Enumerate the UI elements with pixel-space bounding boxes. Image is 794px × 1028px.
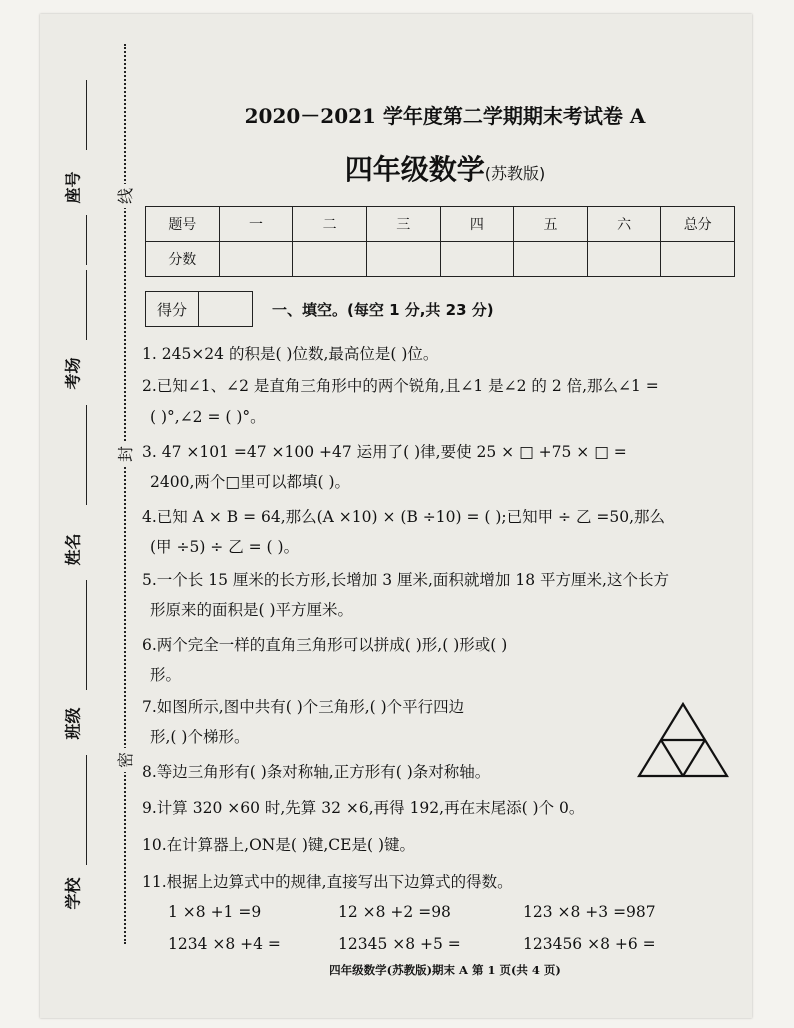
binding-cut-line (124, 44, 126, 944)
binding-label-name: 姓名 (63, 533, 83, 566)
question-line: 8.等边三角形有( )条对称轴,正方形有( )条对称轴。 (142, 763, 491, 781)
subject-name: 四年级数学 (344, 153, 485, 186)
score-cell[interactable] (661, 242, 735, 277)
calc-example: 12 ×8 +2 =98 (338, 903, 451, 921)
binding-label-class: 班级 (63, 707, 83, 740)
calc-example: 1 ×8 +1 =9 (168, 903, 262, 921)
question-line: 3. 47 ×101 =47 ×100 +47 运用了( )律,要使 25 × □ +75 × □ = (142, 443, 627, 461)
score-table-header-cell: 题号 (146, 207, 220, 242)
score-cell[interactable] (514, 242, 588, 277)
score-cell[interactable] (366, 242, 440, 277)
section-score-label: 得分 (146, 292, 199, 326)
question-line: 形。 (150, 666, 182, 684)
cut-mark-xian: 线 (114, 184, 138, 208)
question-line: 11.根据上边算式中的规律,直接写出下边算式的得数。 (142, 873, 513, 891)
score-cell[interactable] (440, 242, 514, 277)
score-table-header-cell: 五 (514, 207, 588, 242)
binding-label-school: 学校 (63, 877, 83, 910)
question-line: 形,( )个梯形。 (150, 728, 250, 746)
question-line: 1. 245×24 的积是( )位数,最高位是( )位。 (142, 345, 439, 363)
binding-blank-line (86, 755, 87, 865)
score-cell[interactable] (293, 242, 367, 277)
calc-example: 123 ×8 +3 =987 (523, 903, 656, 921)
score-table-header-cell: 三 (366, 207, 440, 242)
binding-blank-line (86, 405, 87, 505)
section-score-cell[interactable] (199, 292, 251, 326)
inner-right-line (683, 740, 705, 776)
score-table-header-cell: 四 (440, 207, 514, 242)
score-table-row-label: 分数 (146, 242, 220, 277)
score-table-score-row (146, 242, 735, 277)
score-table-header-row (146, 207, 735, 242)
binding-label-room: 考场 (63, 357, 83, 390)
score-table (145, 206, 735, 277)
exam-title: 2020－2021 学年度第二学期期末考试卷 A (244, 104, 646, 128)
question-line: (甲 ÷5) ÷ 乙 = ( )。 (150, 538, 300, 556)
question-line: 6.两个完全一样的直角三角形可以拼成( )形,( )形或( ) (142, 636, 508, 654)
question-line: 形原来的面积是( )平方厘米。 (150, 601, 354, 619)
binding-blank-line (86, 270, 87, 340)
calc-question: 12345 ×8 +5 = (338, 935, 461, 953)
cut-mark-mi: 密 (114, 748, 138, 772)
score-table-header-cell: 二 (293, 207, 367, 242)
exam-subtitle (140, 148, 750, 188)
question-line: 2400,两个□里可以都填( )。 (150, 473, 351, 491)
binding-label-seat: 座号 (63, 171, 83, 204)
binding-blank-line (86, 580, 87, 690)
question-line: 5.一个长 15 厘米的长方形,长增加 3 厘米,面积就增加 18 平方厘米,这个长方 (142, 571, 669, 589)
triangle-figure (635, 700, 731, 780)
edition-label: (苏教版) (484, 164, 546, 183)
question-line: 2.已知∠1、∠2 是直角三角形中的两个锐角,且∠1 是∠2 的 2 倍,那么∠1 = (142, 377, 659, 395)
calc-question: 1234 ×8 +4 = (168, 935, 281, 953)
binding-blank-line (86, 215, 87, 265)
score-table-header-cell: 总分 (661, 207, 735, 242)
score-cell[interactable] (587, 242, 661, 277)
score-table-header-cell: 六 (587, 207, 661, 242)
question-line: 7.如图所示,图中共有( )个三角形,( )个平行四边 (142, 698, 465, 716)
section-score-box (145, 291, 253, 327)
question-line: 9.计算 320 ×60 时,先算 32 ×6,再得 192,再在末尾添( )个 0。 (142, 799, 585, 817)
calc-question: 123456 ×8 +6 = (523, 935, 656, 953)
score-table-header-cell: 一 (219, 207, 293, 242)
cut-mark-feng: 封 (114, 442, 138, 466)
question-line: 10.在计算器上,ON是( )键,CE是( )键。 (142, 836, 415, 854)
question-line: ( )°,∠2 = ( )°。 (150, 408, 266, 426)
page-footer: 四年级数学(苏教版)期末 A 第 1 页(共 4 页) (329, 963, 561, 977)
question-line: 4.已知 A × B = 64,那么(A ×10) × (B ÷10) = ( );已知甲 ÷ 乙 =50,那么 (142, 508, 666, 526)
binding-blank-line (86, 80, 87, 150)
score-cell[interactable] (219, 242, 293, 277)
section-heading: 一、填空。(每空 1 分,共 23 分) (272, 301, 494, 319)
inner-left-line (661, 740, 683, 776)
